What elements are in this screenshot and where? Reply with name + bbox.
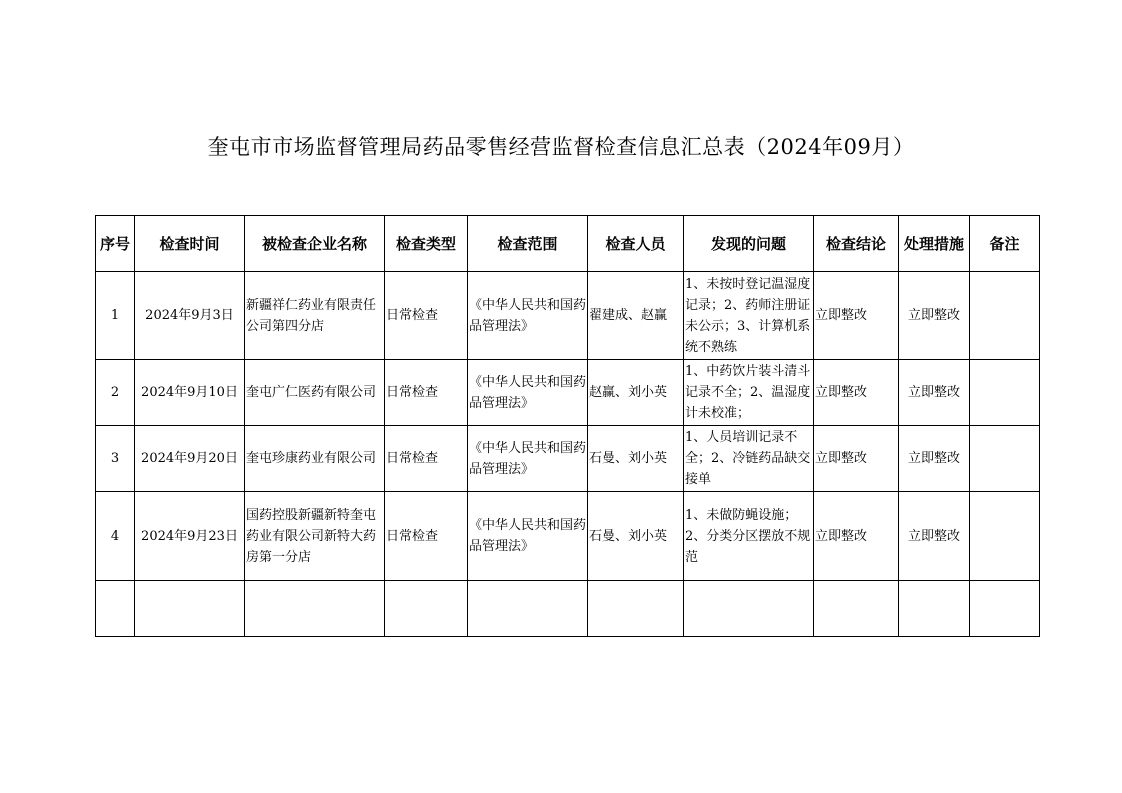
cell-conclusion: 立即整改 bbox=[814, 492, 899, 581]
cell-scope: 《中华人民共和国药品管理法》 bbox=[468, 492, 588, 581]
table-row-empty bbox=[96, 581, 1040, 637]
col-header-no: 序号 bbox=[96, 216, 135, 272]
cell-empty bbox=[814, 581, 899, 637]
col-header-company: 被检查企业名称 bbox=[245, 216, 385, 272]
table-row bbox=[96, 272, 1040, 360]
col-header-inspectors: 检查人员 bbox=[588, 216, 684, 272]
cell-issues: 1、未做防蝇设施；2、分类分区摆放不规范 bbox=[684, 492, 814, 581]
table-row bbox=[96, 426, 1040, 492]
cell-date: 2024年9月20日 bbox=[135, 426, 245, 492]
cell-empty bbox=[468, 581, 588, 637]
cell-company: 奎屯广仁医药有限公司 bbox=[245, 360, 385, 426]
cell-no: 2 bbox=[96, 360, 135, 426]
col-header-issues: 发现的问题 bbox=[684, 216, 814, 272]
cell-conclusion: 立即整改 bbox=[814, 272, 899, 360]
cell-empty bbox=[588, 581, 684, 637]
cell-date: 2024年9月10日 bbox=[135, 360, 245, 426]
cell-measure: 立即整改 bbox=[899, 426, 970, 492]
cell-empty bbox=[135, 581, 245, 637]
cell-empty bbox=[970, 581, 1040, 637]
cell-note bbox=[970, 272, 1040, 360]
cell-no: 4 bbox=[96, 492, 135, 581]
cell-type: 日常检查 bbox=[385, 426, 468, 492]
cell-note bbox=[970, 492, 1040, 581]
cell-measure: 立即整改 bbox=[899, 492, 970, 581]
inspection-table bbox=[95, 215, 1040, 637]
cell-inspectors: 石曼、刘小英 bbox=[588, 426, 684, 492]
cell-empty bbox=[96, 581, 135, 637]
cell-company: 奎屯珍康药业有限公司 bbox=[245, 426, 385, 492]
col-header-conclusion: 检查结论 bbox=[814, 216, 899, 272]
cell-scope: 《中华人民共和国药品管理法》 bbox=[468, 272, 588, 360]
cell-inspectors: 石曼、刘小英 bbox=[588, 492, 684, 581]
cell-scope: 《中华人民共和国药品管理法》 bbox=[468, 426, 588, 492]
cell-type: 日常检查 bbox=[385, 272, 468, 360]
cell-conclusion: 立即整改 bbox=[814, 426, 899, 492]
cell-note bbox=[970, 426, 1040, 492]
cell-issues: 1、未按时登记温湿度记录；2、药师注册证未公示；3、计算机系统不熟练 bbox=[684, 272, 814, 360]
document-title: 奎屯市市场监督管理局药品零售经营监督检查信息汇总表（2024年09月） bbox=[207, 135, 915, 159]
cell-note bbox=[970, 360, 1040, 426]
cell-scope: 《中华人民共和国药品管理法》 bbox=[468, 360, 588, 426]
cell-issues: 1、中药饮片装斗清斗记录不全；2、温湿度计未校准； bbox=[684, 360, 814, 426]
cell-empty bbox=[684, 581, 814, 637]
col-header-measure: 处理措施 bbox=[899, 216, 970, 272]
cell-date: 2024年9月23日 bbox=[135, 492, 245, 581]
cell-empty bbox=[385, 581, 468, 637]
col-header-note: 备注 bbox=[970, 216, 1040, 272]
cell-inspectors: 翟建成、赵赢 bbox=[588, 272, 684, 360]
table-header-row bbox=[96, 216, 1040, 272]
cell-date: 2024年9月3日 bbox=[135, 272, 245, 360]
cell-issues: 1、人员培训记录不全；2、冷链药品缺交接单 bbox=[684, 426, 814, 492]
cell-type: 日常检查 bbox=[385, 492, 468, 581]
cell-company: 新疆祥仁药业有限责任公司第四分店 bbox=[245, 272, 385, 360]
cell-inspectors: 赵赢、刘小英 bbox=[588, 360, 684, 426]
cell-measure: 立即整改 bbox=[899, 272, 970, 360]
cell-company: 国药控股新疆新特奎屯药业有限公司新特大药房第一分店 bbox=[245, 492, 385, 581]
cell-empty bbox=[899, 581, 970, 637]
cell-empty bbox=[245, 581, 385, 637]
col-header-type: 检查类型 bbox=[385, 216, 468, 272]
col-header-scope: 检查范围 bbox=[468, 216, 588, 272]
col-header-date: 检查时间 bbox=[135, 216, 245, 272]
cell-no: 3 bbox=[96, 426, 135, 492]
cell-no: 1 bbox=[96, 272, 135, 360]
table-row bbox=[96, 360, 1040, 426]
cell-type: 日常检查 bbox=[385, 360, 468, 426]
table-row bbox=[96, 492, 1040, 581]
cell-measure: 立即整改 bbox=[899, 360, 970, 426]
cell-conclusion: 立即整改 bbox=[814, 360, 899, 426]
